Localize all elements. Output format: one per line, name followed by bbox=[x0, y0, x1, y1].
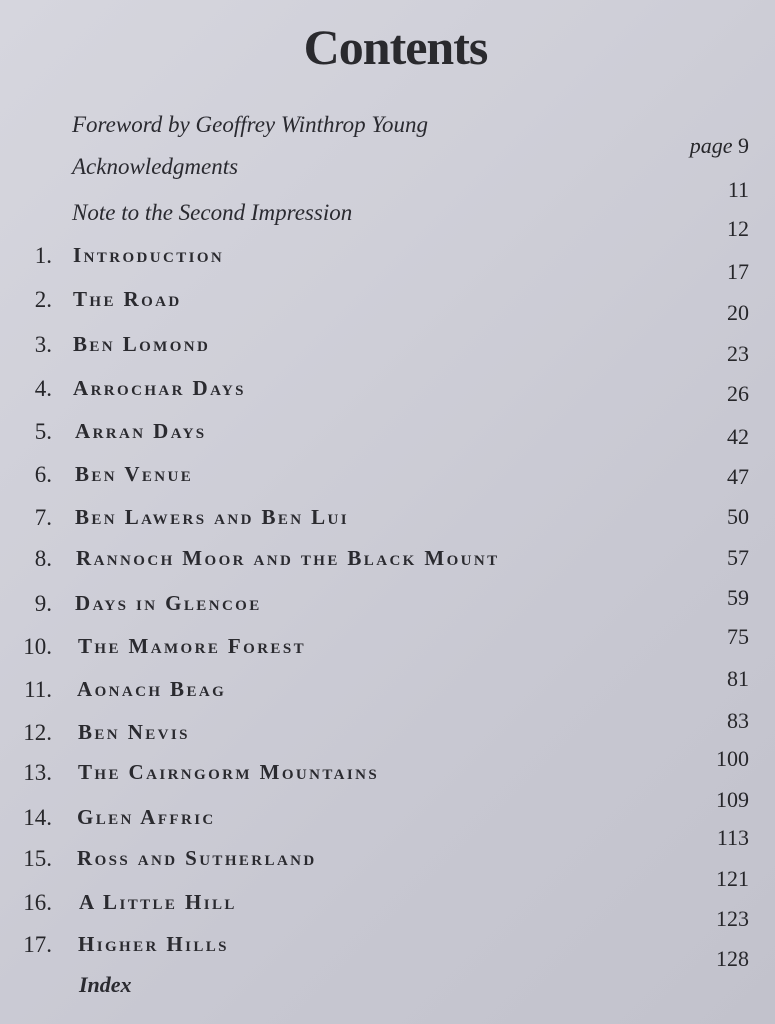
page-number: 42 bbox=[727, 424, 749, 449]
chapter-number: 17. bbox=[23, 932, 52, 957]
chapter-number: 9. bbox=[34, 591, 52, 616]
page-number: 23 bbox=[727, 341, 749, 366]
page-number: 26 bbox=[727, 381, 749, 406]
page-number: 113 bbox=[716, 825, 749, 850]
chapter-title: Days in Glencoe bbox=[75, 591, 262, 615]
chapter-title: Glen Affric bbox=[77, 805, 216, 829]
chapter-title: Ben Venue bbox=[75, 462, 194, 486]
page-number: 59 bbox=[727, 585, 749, 610]
chapter-number: 16. bbox=[23, 890, 52, 915]
chapter-number: 10. bbox=[23, 634, 52, 659]
front-matter-item: Acknowledgments bbox=[72, 154, 239, 179]
page-number: 20 bbox=[727, 300, 749, 325]
chapter-number: 3. bbox=[34, 332, 52, 357]
front-matter-item: Foreword by Geoffrey Winthrop Young bbox=[72, 112, 429, 137]
chapter-number: 7. bbox=[34, 505, 52, 530]
chapter-number: 8. bbox=[34, 546, 52, 571]
page-number: 17 bbox=[727, 259, 749, 284]
chapter-number: 4. bbox=[34, 376, 52, 401]
chapter-title: Arran Days bbox=[75, 419, 207, 443]
page-prefix: page bbox=[689, 133, 738, 158]
page-number: 11 bbox=[727, 177, 749, 202]
page-number: 83 bbox=[727, 708, 749, 733]
page-number: 128 bbox=[716, 946, 749, 971]
page-number: 109 bbox=[716, 787, 749, 812]
chapter-title: The Mamore Forest bbox=[78, 634, 306, 658]
page-number: 75 bbox=[727, 624, 749, 649]
chapter-number: 1. bbox=[34, 243, 52, 268]
page-number: 57 bbox=[727, 545, 749, 570]
chapter-title: Ben Lawers and Ben Lui bbox=[75, 505, 350, 529]
chapter-title: Introduction bbox=[73, 243, 225, 267]
chapter-title: Ben Nevis bbox=[78, 720, 190, 744]
index-entry: Index bbox=[79, 972, 132, 997]
page-number: 50 bbox=[727, 504, 749, 529]
chapter-number: 13. bbox=[23, 760, 52, 785]
page-number: 47 bbox=[727, 464, 749, 489]
chapter-title: Higher Hills bbox=[78, 932, 229, 956]
chapter-title: Arrochar Days bbox=[73, 376, 246, 400]
chapter-number: 2. bbox=[34, 287, 52, 312]
chapter-number: 12. bbox=[23, 720, 52, 745]
page-number: 121 bbox=[716, 866, 749, 891]
chapter-number: 14. bbox=[23, 805, 52, 830]
page-number-value: 9 bbox=[738, 133, 749, 158]
page-title: Contents bbox=[303, 19, 488, 75]
front-matter-item: Note to the Second Impression bbox=[72, 200, 353, 225]
chapter-title: The Road bbox=[73, 287, 182, 311]
page-number: 123 bbox=[716, 906, 749, 931]
chapter-title: The Cairngorm Mountains bbox=[78, 760, 380, 784]
chapter-number: 5. bbox=[34, 419, 52, 444]
page-number: 12 bbox=[727, 216, 749, 241]
chapter-number: 15. bbox=[23, 846, 52, 871]
page-number bbox=[629, 133, 749, 159]
chapter-number: 11. bbox=[24, 677, 52, 702]
page-number: 81 bbox=[727, 666, 749, 691]
chapter-number: 6. bbox=[34, 462, 52, 487]
chapter-title: Ben Lomond bbox=[73, 332, 211, 356]
chapter-title: Ross and Sutherland bbox=[77, 846, 317, 870]
chapter-title: Aonach Beag bbox=[77, 677, 227, 701]
page-number: 100 bbox=[716, 746, 749, 771]
chapter-title: Rannoch Moor and the Black Mount bbox=[76, 546, 500, 570]
chapter-title: A Little Hill bbox=[79, 890, 237, 914]
